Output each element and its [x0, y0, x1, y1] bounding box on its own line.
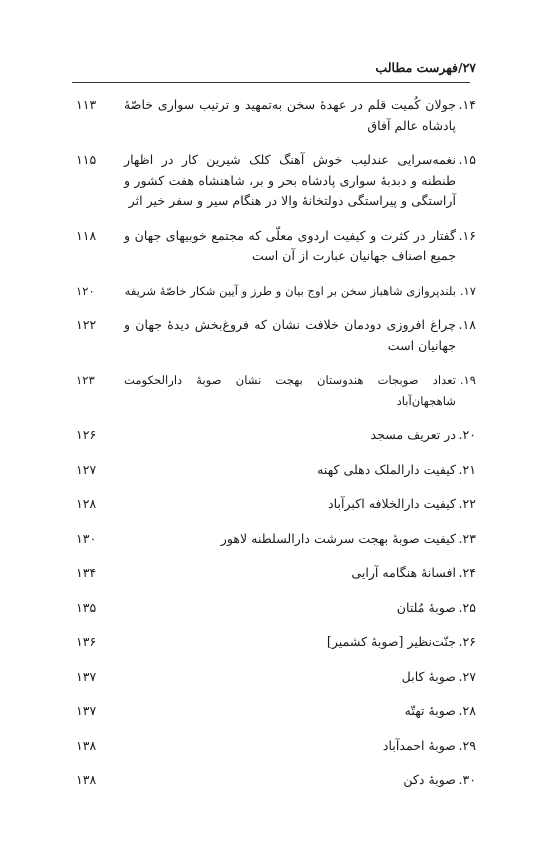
toc-entry-title: صوبهٔ کابل — [401, 668, 456, 684]
toc-entry-title: بلندپروازی شاهباز سخن بر اوج بیان و طرز و آیین شکار خاصّهٔ شریفه — [124, 283, 456, 298]
toc-entry-number: ۱۸. — [458, 317, 476, 332]
toc-entry-page-number: ۱۲۷ — [76, 461, 97, 477]
toc-entry-number: ۱۹. — [459, 373, 476, 387]
toc-entry — [76, 667, 476, 688]
toc-entry — [76, 632, 476, 653]
toc-entry — [76, 701, 476, 722]
toc-entry-page-number: ۱۳۰ — [76, 530, 97, 546]
toc-entry — [76, 529, 476, 550]
toc-entry-page-number: ۱۲۲ — [76, 317, 97, 332]
toc-entry-title: افسانهٔ هنگامه آرایی — [351, 565, 456, 580]
toc-entry — [76, 563, 476, 584]
toc-entry-title: جنّت‌نظیر [صوبهٔ کشمیر] — [326, 634, 456, 649]
toc-entry — [76, 281, 476, 302]
toc-entry-number: ۱۶. — [458, 227, 476, 243]
toc-entry-title: تعداد صوبجات هندوستان بهجت نشان صوبهٔ دارالحکومت شاهجهان‌آباد — [124, 373, 456, 408]
toc-entry — [76, 425, 476, 446]
toc-entry-page-number: ۱۳۸ — [76, 772, 97, 787]
toc-entry-title: صوبهٔ مُلتان — [396, 599, 456, 615]
toc-entry-page-number: ۱۲۳ — [76, 373, 95, 387]
toc-entry-page-number: ۱۱۸ — [76, 227, 97, 243]
toc-entry-number: ۲۷. — [458, 668, 476, 684]
toc-entry-title: کیفیت دارالملک دهلی کهنه — [317, 461, 456, 477]
toc-entry-number: ۲۹. — [458, 737, 476, 753]
toc-entry-number: ۲۰. — [458, 427, 476, 442]
toc-entry-number: ۲۵. — [458, 599, 476, 615]
toc-entry — [76, 95, 476, 136]
toc-entry — [76, 494, 476, 515]
toc-entry-number: ۱۷. — [459, 283, 476, 298]
toc-entry-number: ۲۲. — [458, 496, 476, 511]
toc-entry-title: جولان کُمیت قلم در عهدهٔ سخن به‌تمهید و ترتیب سواری خاصّهٔ پادشاه عالم آفاق — [124, 97, 456, 133]
toc-entry — [76, 736, 476, 757]
toc-entry-number: ۲۳. — [458, 530, 476, 546]
toc-entry — [76, 150, 476, 212]
toc-entry — [76, 770, 476, 791]
toc-entry — [76, 315, 476, 356]
toc-entry-page-number: ۱۳۷ — [76, 668, 97, 684]
toc-entry-number: ۱۴. — [458, 97, 476, 112]
toc-entry-title: صوبهٔ دکن — [403, 772, 456, 787]
toc-entry — [76, 598, 476, 619]
toc-entry-number: ۲۶. — [458, 634, 476, 649]
toc-entry-page-number: ۱۳۴ — [76, 565, 97, 580]
table-of-contents — [76, 95, 476, 805]
toc-entry-title: صوبهٔ احمدآباد — [382, 737, 456, 753]
toc-entry-number: ۲۱. — [458, 461, 476, 477]
toc-entry-page-number: ۱۳۶ — [76, 634, 97, 649]
toc-entry-number: ۱۵. — [458, 152, 476, 167]
toc-entry-page-number: ۱۳۵ — [76, 599, 97, 615]
toc-entry-page-number: ۱۲۶ — [76, 427, 97, 442]
toc-entry-title: چراغ افروزی دودمان خلافت نشان که فروغ‌بخش دیدهٔ جهان و جهانیان است — [124, 317, 456, 353]
toc-entry-title: کیفیت دارالخلافه اکبرآباد — [328, 496, 456, 511]
toc-entry-title: در تعریف مسجد — [370, 427, 456, 442]
toc-entry-number: ۲۸. — [458, 703, 476, 718]
toc-entry-title: گفتار در کثرت و کیفیت اردوی معلّی که مجتمع خوبیهای جهان و جمیع اصناف جهانیان عبارت از آن است — [124, 227, 456, 263]
toc-entry-page-number: ۱۱۳ — [76, 97, 97, 112]
toc-entry-page-number: ۱۲۰ — [76, 283, 95, 298]
header-rule — [72, 82, 470, 83]
toc-entry — [76, 370, 476, 411]
toc-entry-title: نغمه‌سرایی عندلیب خوش آهنگ کلک شیرین کار در اظهار طنطنه و دبدبهٔ سواری پادشاه بحر و بر، شاهنشاه هفت کشور و آراستگی و پیراستگی دولتخانهٔ والا در هنگام سیر و سفر خیر اثر — [124, 152, 456, 208]
toc-entry — [76, 226, 476, 267]
toc-entry-title: کیفیت صوبهٔ بهجت سرشت دارالسلطنه لاهور — [220, 530, 456, 546]
toc-entry-number: ۳۰. — [458, 772, 476, 787]
toc-entry-page-number: ۱۳۷ — [76, 703, 97, 718]
toc-entry-number: ۲۴. — [458, 565, 476, 580]
toc-entry-page-number: ۱۳۸ — [76, 737, 97, 753]
toc-entry-page-number: ۱۲۸ — [76, 496, 97, 511]
toc-entry — [76, 460, 476, 481]
toc-entry-title: صوبهٔ تهتّه — [404, 703, 456, 718]
toc-entry-page-number: ۱۱۵ — [76, 152, 97, 167]
running-head: ۲۷/فهرست مطالب — [375, 60, 476, 75]
